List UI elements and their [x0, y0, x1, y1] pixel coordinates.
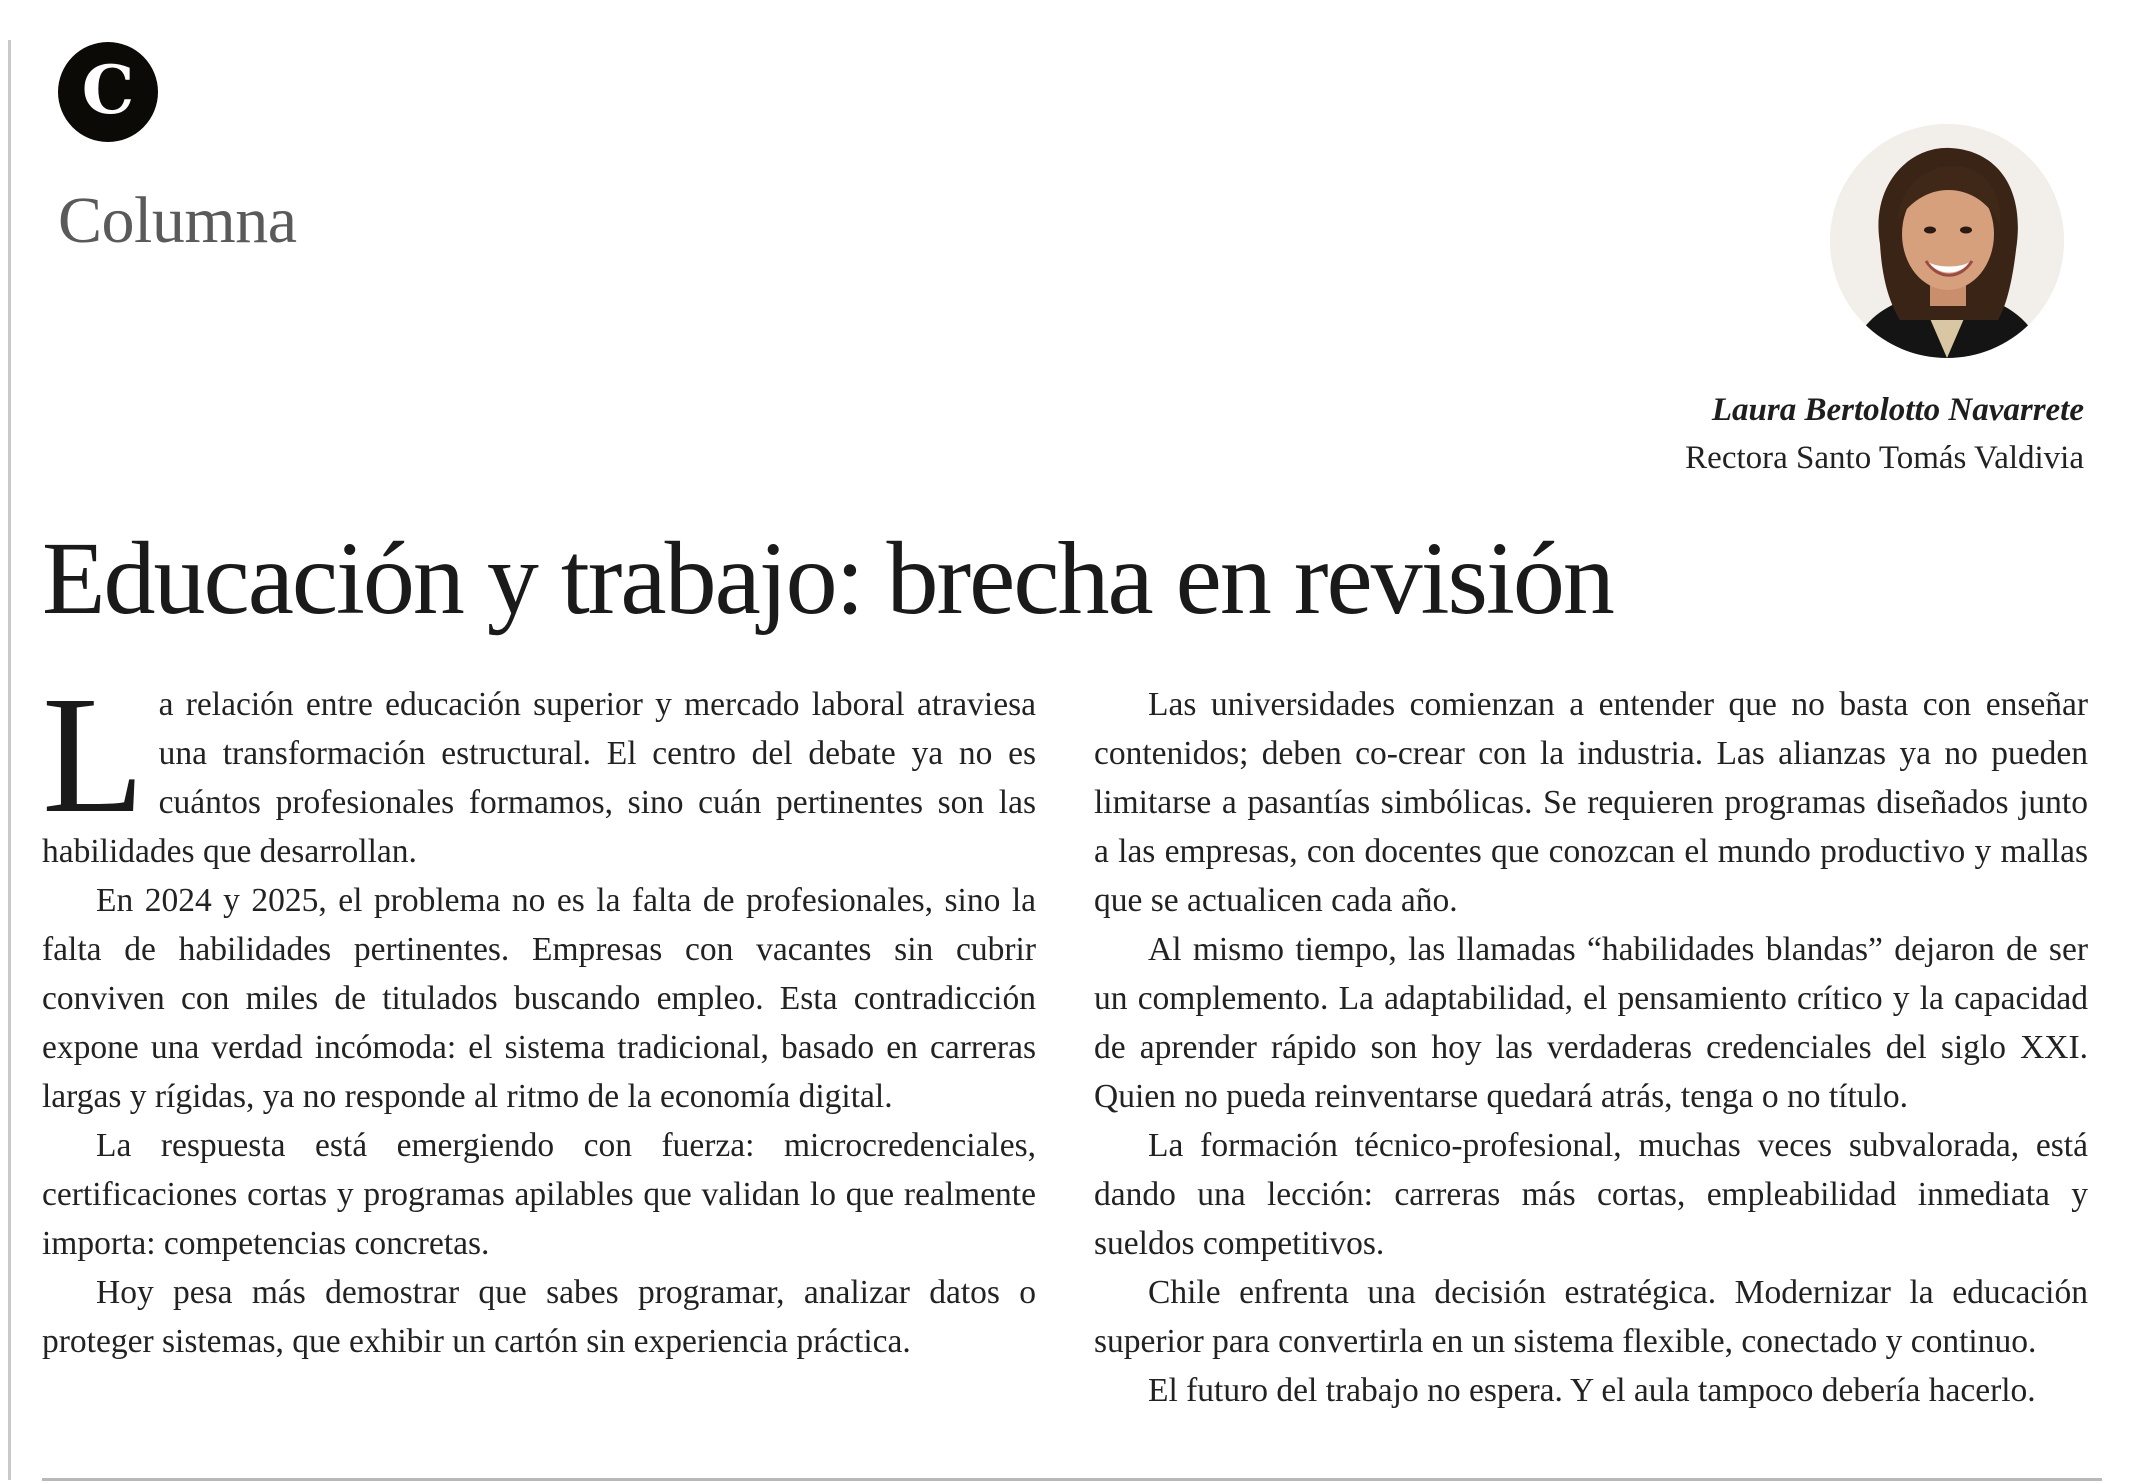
first-paragraph-text: a relación entre educación superior y mercado laboral atraviesa una transformación estructural. El centro del debate ya no es cuántos profesionales formamos, sino cuán pertinentes son las habilidades que desarrollan. — [42, 686, 1036, 870]
article-paragraph: Al mismo tiempo, las llamadas “habilidades blandas” dejaron de ser un complemento. La adaptabilidad, el pensamiento crítico y la capacidad de aprender rápido son hoy las verdaderas credenciales del siglo XXI. Quien no pueda reinventarse quedará atrás, tenga o no título. — [1094, 931, 2088, 1115]
article-paragraph — [42, 662, 1036, 876]
section-logo-letter: C — [81, 51, 135, 129]
page-left-rule — [8, 40, 11, 1480]
drop-cap: L — [42, 662, 145, 848]
author-photo — [1830, 124, 2064, 358]
article-paragraph: En 2024 y 2025, el problema no es la falta de profesionales, sino la falta de habilidades pertinentes. Empresas con vacantes sin cubrir conviven con miles de titulados buscando empleo. Esta contradicción expone una verdad incómoda: el sistema tradicional, basado en carreras largas y rígidas, ya no responde al ritmo de la economía digital. — [42, 882, 1036, 1115]
section-logo-badge — [58, 42, 158, 142]
article-paragraph: Hoy pesa más demostrar que sabes programar, analizar datos o proteger sistemas, que exhibir un cartón sin experiencia práctica. — [42, 1274, 1036, 1360]
section-label: Columna — [58, 184, 297, 257]
article-paragraph: La respuesta está emergiendo con fuerza: microcredenciales, certificaciones cortas y programas apilables que validan lo que realmente importa: competencias concretas. — [42, 1127, 1036, 1262]
article-body — [42, 662, 2088, 1460]
author-portrait-image — [1830, 124, 2064, 358]
article-headline: Educación y trabajo: brecha en revisión — [42, 521, 1613, 636]
article-paragraph: El futuro del trabajo no espera. Y el aula tampoco debería hacerlo. — [1148, 1372, 2036, 1409]
article-paragraph: Chile enfrenta una decisión estratégica. Modernizar la educación superior para convertirla en un sistema flexible, conectado y continuo. — [1094, 1274, 2088, 1360]
page-bottom-rule — [42, 1478, 2102, 1481]
article-paragraph: Las universidades comienzan a entender que no basta con enseñar contenidos; deben co-crear con la industria. Las alianzas ya no pueden limitarse a pasantías simbólicas. Se requieren programas diseñados junto a las empresas, con docentes que conozcan el mundo productivo y mallas que se actualicen cada año. — [1094, 686, 2088, 919]
author-name: Laura Bertolotto Navarrete — [1711, 392, 2084, 428]
article-paragraph: La formación técnico-profesional, muchas veces subvalorada, está dando una lección: carreras más cortas, empleabilidad inmediata y sueldos competitivos. — [1094, 1127, 2088, 1262]
author-role: Rectora Santo Tomás Valdivia — [1685, 440, 2084, 476]
